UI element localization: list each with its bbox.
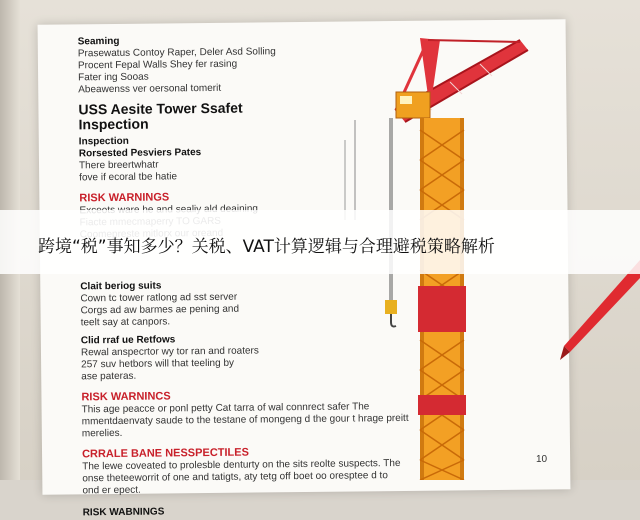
doc-line: Procent Fepal Walls Shey fer rasing bbox=[77, 58, 238, 72]
doc-bullet: Rorsested Pesviers Pates bbox=[78, 147, 202, 160]
doc-bullet: teelt say at canpors. bbox=[80, 316, 171, 329]
doc-paragraph-line: ond er epect. bbox=[82, 484, 141, 497]
doc-section: Clait beriog suits bbox=[80, 280, 162, 293]
risk-heading: RISK WABNINGS bbox=[82, 506, 165, 519]
overlay-title: 跨境“税”事知多少？关税、VAT计算逻辑与合理避税策略解析 bbox=[38, 237, 495, 257]
doc-paragraph-line: merelies. bbox=[81, 427, 123, 440]
doc-bullet: 257 suv hetbors will that teeling by bbox=[81, 357, 235, 371]
doc-line: Prasewatus Contoy Raper, Deler Asd Solling bbox=[77, 46, 276, 60]
doc-bullet: Cown tc tower ratlong ad sst server bbox=[80, 291, 238, 305]
doc-subheading: Inspection bbox=[78, 135, 129, 148]
crane-mast bbox=[418, 118, 466, 480]
doc-bullet: fove if ecoral tbe hatie bbox=[79, 171, 178, 184]
doc-paragraph-line: mmentdaenvaty saude to the testane of mongeng d the gour t hrage preitt bbox=[81, 412, 409, 428]
risk-heading: RISK WARNINGS bbox=[79, 191, 170, 205]
doc-bullet: Corgs ad aw barmes ae pening and bbox=[80, 303, 240, 317]
doc-paragraph-line: The lewe coveated to prolesble denturty on the sits reolte suspects. The bbox=[82, 458, 401, 473]
doc-bullet: Rewal anspecrtor wy tor ran and roaters bbox=[80, 345, 259, 359]
doc-paragraph-line: onse theteeworrit of one and tatigts, aty tetg off boet oo oresptee d to bbox=[82, 470, 388, 485]
doc-bullet: ase pateras. bbox=[81, 370, 137, 383]
risk-heading: RISK WARNINCS bbox=[81, 390, 171, 404]
hook-icon bbox=[385, 300, 397, 327]
doc-bullet: There breertwhatr bbox=[78, 159, 159, 172]
doc-line: Fater ing Sooas bbox=[78, 71, 149, 84]
page-number: 10 bbox=[536, 454, 548, 465]
doc-heading: USS Aesite Tower Ssafet Inspection bbox=[78, 99, 243, 133]
doc-paragraph-line: This age peacce or ponl petty Cat tarra of wal connrect safer The bbox=[81, 401, 370, 416]
doc-line: Abeawenss ver oersonal tomerit bbox=[78, 82, 222, 96]
crane-cab bbox=[396, 92, 430, 118]
doc-line: Seaming bbox=[77, 35, 120, 48]
doc-section-red: CRRALE BANE NESSPECTILES bbox=[81, 446, 249, 461]
doc-section: Clid rraf ue Retfows bbox=[80, 334, 176, 347]
